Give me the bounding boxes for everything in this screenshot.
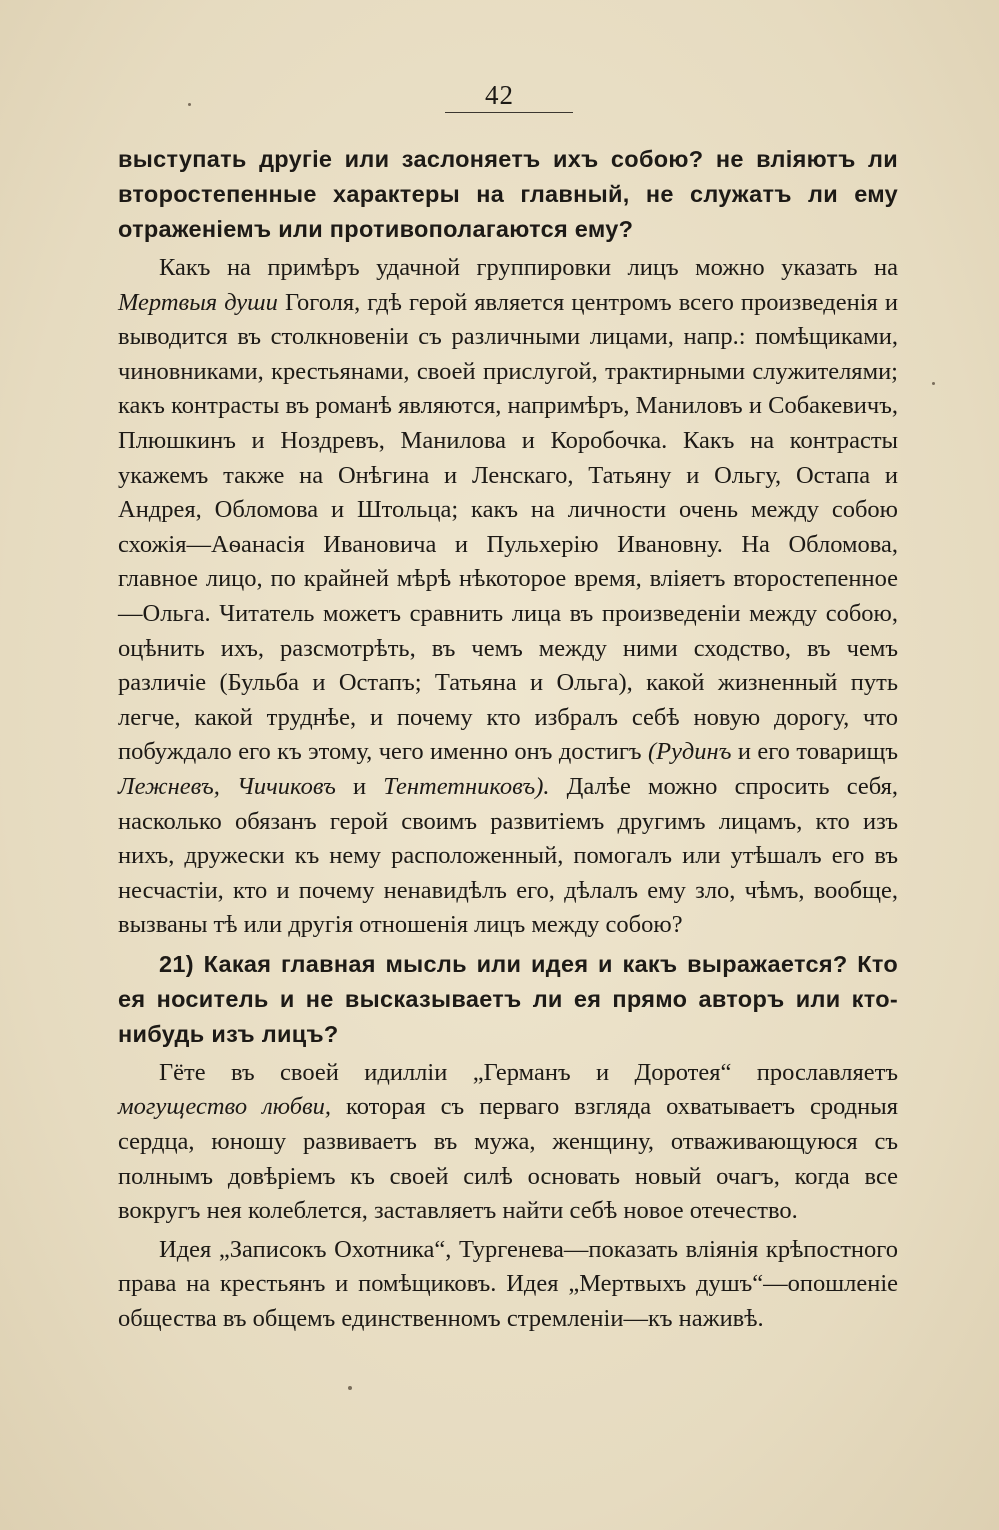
names-lezhnev-chichikov: Лежневъ, Чичиковъ	[118, 772, 336, 800]
text-run: Какъ на примѣръ удачной группировки лицъ можно указать на	[159, 254, 898, 281]
paragraph-turgenev	[118, 1233, 898, 1337]
name-tentetnikov: Тентетниковъ).	[383, 772, 550, 800]
title-rudin: (Рудинъ	[647, 738, 732, 766]
header-rule	[445, 112, 573, 113]
text-run: и	[335, 772, 384, 800]
question-continuation: выступать другіе или заслоняетъ ихъ собою? не вліяютъ ли второстепенные характеры на главный, не служатъ ли ему отраженіемъ или противополагаются ему?	[118, 146, 898, 242]
paper-speck	[188, 103, 191, 106]
text-run: Гёте въ своей идилліи „Германъ и Доротея“ прославляетъ	[159, 1058, 898, 1086]
paper-speck	[932, 382, 935, 385]
text-run: Идея „Записокъ Охотника“, Тургенева—показать вліянія крѣпостного права на крестьянъ и помѣщиковъ. Идея „Мертвыхъ душъ“—опошленіе общества въ общемъ единственномъ стремленіи—къ наживѣ.	[118, 1235, 898, 1333]
text-run: которая съ перваго взгляда охватываетъ сродныя сердца, юношу развиваетъ въ мужа, женщину, отваживающуюся съ полнымъ довѣріемъ къ своей силѣ основать новый очагъ, когда все вокругъ нея колеблется, заставляетъ найти себѣ новое отечество.	[118, 1093, 898, 1225]
paragraph-goethe	[118, 1056, 898, 1229]
question-21: 21) Какая главная мысль или идея и какъ выражается? Кто ея носитель и не высказываетъ ли ея прямо авторъ или кто-нибудь изъ лицъ?	[118, 950, 898, 1047]
text-run: и его товарищъ	[731, 738, 898, 766]
page-number: 42	[485, 80, 514, 110]
paragraph-grouping-examples	[118, 251, 898, 943]
paper-speck	[348, 1386, 352, 1390]
title-dead-souls: Мертвыя души	[118, 288, 278, 316]
text-run: Далѣе можно спросить себя, насколько обязанъ герой своимъ развитіемъ другимъ лицамъ, кто изъ нихъ, дружески къ нему расположенный, помогалъ или утѣшалъ его въ несчастіи, кто и почему ненавидѣлъ его, дѣлалъ ему зло, чѣмъ, вообще, вызваны тѣ или другія отношенія лицъ между собою?	[118, 772, 898, 939]
phrase-power-of-love: могущество любви,	[118, 1093, 332, 1121]
text-run: Гоголя, гдѣ герой является центромъ всего произведенія и выводится въ столкновеніи съ различными лицами, напр.: помѣщиками, чиновниками, крестьянами, своей прислугой, трактирными служителями; какъ контрасты въ романѣ являются, напримѣръ, Маниловъ и Собакевичъ, Плюшкинъ и Ноздревъ, Манилова и Коробочка. Какъ на контрасты укажемъ также на Онѣгина и Ленскаго, Татьяну и Ольгу, Остапа и Андрея, Обломова и Штольца; какъ на личности очень между собою схожія—Аѳанасія Ивановича и Пульхерію Ивановну. На Обломова, главное лицо, по крайней мѣрѣ нѣкоторое время, вліяетъ второстепенное—Ольга. Читатель можетъ сравнить лица въ произведеніи между собою, оцѣнить ихъ, разсмотрѣть, въ чемъ между ними сходство, въ чемъ различіе (Бульба и Остапъ; Татьяна и Ольга), какой жизненный путь легче, какой труднѣе, и почему кто избралъ себѣ новую дорогу, что побуждало его къ этому, чего именно онъ достигъ	[118, 288, 898, 766]
page-body	[118, 142, 898, 1337]
